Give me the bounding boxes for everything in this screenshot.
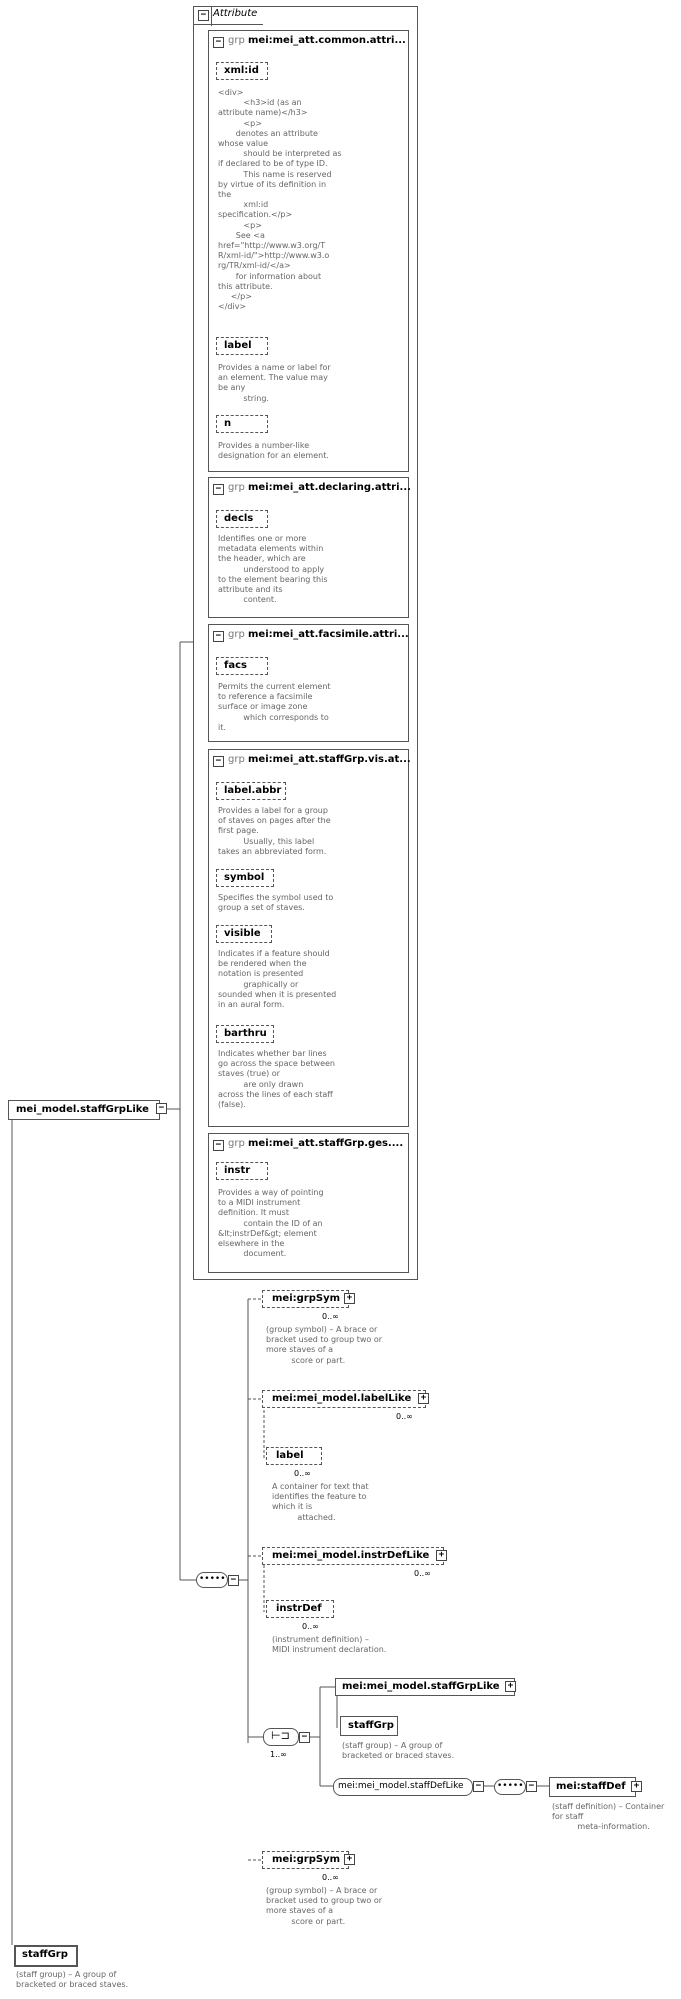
collapse-group-icon[interactable]: −: [213, 484, 224, 495]
sequence-dots: •••••: [199, 1574, 226, 1584]
attribute-description: Indicates if a feature should be rendered when the notation is presented graphically or sounded when it is presented in an aural form.: [218, 949, 337, 1010]
attribute-panel-title: Attribute: [213, 8, 258, 19]
sequence-dots: •••••: [497, 1781, 524, 1791]
collapse-attributes-icon[interactable]: −: [198, 10, 209, 21]
expand-icon[interactable]: +: [505, 1681, 516, 1692]
expand-icon[interactable]: +: [631, 1781, 642, 1792]
collapse-group-icon[interactable]: −: [473, 1781, 484, 1792]
choice-symbol: ⊢⊐: [271, 1729, 290, 1742]
grpsym-description: (group symbol) – A brace or bracket used to group two or more staves of a score or part.: [266, 1886, 383, 1926]
expand-icon[interactable]: +: [344, 1854, 355, 1865]
attr-group-header: grp mei:mei_att.staffGrp.vis.at...: [228, 754, 411, 765]
attribute-description: Provides a name or label for an element. The value may be any string.: [218, 363, 331, 403]
attribute-description: Provides a label for a group of staves on pages after the first page. Usually, this label takes an abbreviated form.: [218, 806, 331, 856]
occurrence: 0..∞: [414, 1569, 431, 1578]
attribute-description: Provides a way of pointing to a MIDI instrument definition. It must contain the ID of an &lt;instrDef&gt; element elsewhere in the document.: [218, 1188, 324, 1259]
collapse-choice-icon[interactable]: −: [299, 1732, 310, 1743]
attribute-description: Provides a number-like designation for an element.: [218, 441, 329, 461]
attribute-description: Indicates whether bar lines go across the space between staves (true) or are only drawn across the lines of each staff (false).: [218, 1049, 335, 1110]
occurrence: 0..∞: [322, 1312, 339, 1321]
attr-group-header: grp mei:mei_att.declaring.attri...: [228, 482, 411, 493]
occurrence: 0..∞: [396, 1412, 413, 1421]
staffgrp-description: (staff group) – A group of bracketed or braced staves.: [342, 1741, 455, 1761]
collapse-group-icon[interactable]: −: [156, 1103, 167, 1114]
attr-group-header: grp mei:mei_att.facsimile.attri...: [228, 629, 409, 640]
collapse-group-icon[interactable]: −: [213, 1140, 224, 1151]
attribute-description: Identifies one or more metadata elements within the header, which are understood to apply to the element bearing this attribute and its content.: [218, 534, 328, 605]
attr-group-header: grp mei:mei_att.common.attri...: [228, 35, 406, 46]
staffdef-description: (staff definition) – Container for staff meta-information.: [552, 1802, 665, 1832]
collapse-group-icon[interactable]: −: [213, 631, 224, 642]
attribute-description: Permits the current element to reference a facsimile surface or image zone which corresponds to it.: [218, 682, 331, 732]
attribute-description: <div> <h3>id (as an attribute name)</h3> <p> denotes an attribute whose value should be interpreted as if declared to be of type ID. This name is reserved by virtue of its definition in the xml:id specification.</p> <p> See <a href="http://www.w3.org/T R/xml-id/">http://www.w3.o rg/TR/xml-id/</a> for information about this attribute. </p> </div>: [218, 88, 342, 312]
occurrence: 0..∞: [294, 1469, 311, 1478]
collapse-group-icon[interactable]: −: [213, 37, 224, 48]
expand-icon[interactable]: +: [418, 1393, 429, 1404]
label-description: A container for text that identifies the feature to which it is attached.: [272, 1482, 369, 1522]
attr-group-header: grp mei:mei_att.staffGrp.ges....: [228, 1138, 404, 1149]
collapse-group-icon[interactable]: −: [213, 756, 224, 767]
attribute-description: Specifies the symbol used to group a set of staves.: [218, 893, 334, 913]
expand-icon[interactable]: +: [344, 1293, 355, 1304]
root-description: (staff group) – A group of bracketed or braced staves.: [16, 1970, 129, 1990]
expand-icon[interactable]: +: [436, 1550, 447, 1561]
grpsym-description: (group symbol) – A brace or bracket used to group two or more staves of a score or part.: [266, 1325, 383, 1365]
instrdef-description: (instrument definition) – MIDI instrument declaration.: [272, 1635, 387, 1655]
occurrence: 0..∞: [302, 1622, 319, 1631]
collapse-sequence-icon[interactable]: −: [228, 1575, 239, 1586]
staffgrplike-label: mei_model.staffGrpLike: [16, 1104, 149, 1115]
occurrence: 1..∞: [270, 1750, 287, 1759]
occurrence: 0..∞: [322, 1873, 339, 1882]
collapse-sequence-icon[interactable]: −: [526, 1781, 537, 1792]
